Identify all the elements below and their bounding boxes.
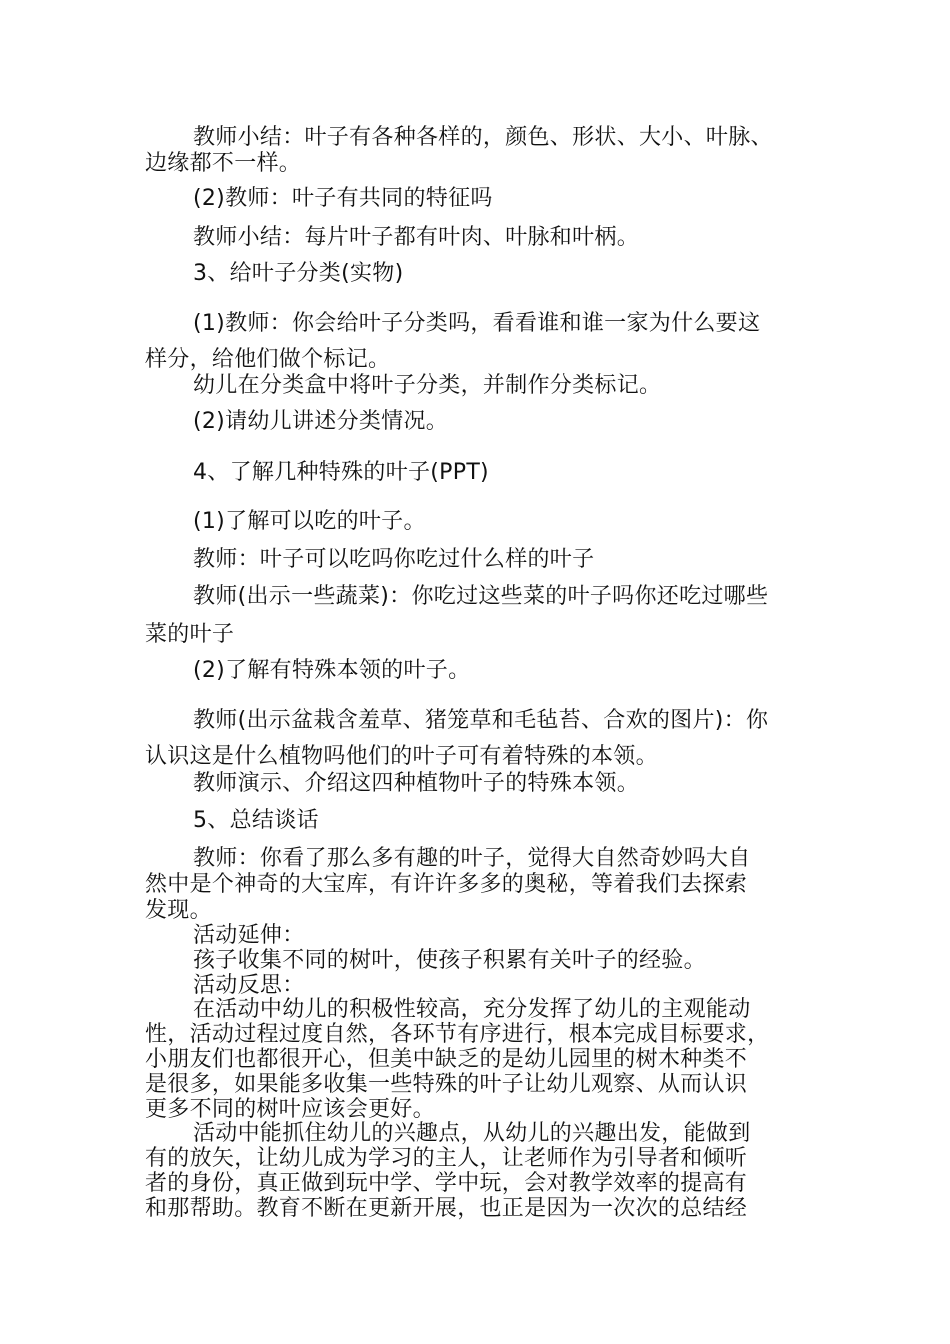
text-line: 者的身份，真正做到玩中学、学中玩，会对教学效率的提高有	[145, 1171, 748, 1196]
text-line: 有的放矢，让幼儿成为学习的主人，让老师作为引导者和倾听	[145, 1146, 748, 1171]
text-line: 教师小结：叶子有各种各样的，颜色、形状、大小、叶脉、	[193, 125, 773, 150]
text-line: 边缘都不一样。	[145, 151, 302, 176]
text-line: 然中是个神奇的大宝库，有许许多多的奥秘，等着我们去探索	[145, 872, 748, 897]
section-heading: 5、总结谈话	[193, 808, 319, 833]
text-line: 教师(出示盆栽含羞草、猪笼草和毛毡苔、合欢的图片)：你	[193, 708, 769, 733]
text-line: 教师(出示一些蔬菜)：你吃过这些菜的叶子吗你还吃过哪些	[193, 584, 769, 609]
text-line: 幼儿在分类盒中将叶子分类，并制作分类标记。	[193, 373, 662, 398]
text-line: 更多不同的树叶应该会更好。	[145, 1097, 435, 1122]
text-line: (1)了解可以吃的叶子。	[193, 509, 426, 534]
text-line: (2)请幼儿讲述分类情况。	[193, 409, 449, 434]
text-line: (2)了解有特殊本领的叶子。	[193, 658, 471, 683]
text-line: 活动延伸：	[193, 923, 305, 948]
text-line: 性，活动过程过度自然，各环节有序进行，根本完成目标要求，	[145, 1022, 770, 1047]
text-line: 是很多，如果能多收集一些特殊的叶子让幼儿观察、从而认识	[145, 1072, 748, 1097]
section-heading: 4、了解几种特殊的叶子(PPT)	[193, 460, 489, 485]
text-line: 在活动中幼儿的积极性较高，充分发挥了幼儿的主观能动	[193, 997, 751, 1022]
text-line: (2)教师：叶子有共同的特征吗	[193, 186, 493, 211]
text-line: 认识这是什么植物吗他们的叶子可有着特殊的本领。	[145, 744, 658, 769]
text-line: 教师：你看了那么多有趣的叶子，觉得大自然奇妙吗大自	[193, 846, 751, 871]
text-line: 菜的叶子	[145, 622, 235, 647]
text-line: 教师：叶子可以吃吗你吃过什么样的叶子	[193, 547, 595, 572]
text-line: 教师小结：每片叶子都有叶肉、叶脉和叶柄。	[193, 225, 640, 250]
text-line: 教师演示、介绍这四种植物叶子的特殊本领。	[193, 771, 640, 796]
section-heading: 3、给叶子分类(实物)	[193, 261, 404, 286]
text-line: 活动中能抓住幼儿的兴趣点，从幼儿的兴趣出发，能做到	[193, 1121, 751, 1146]
text-line: (1)教师：你会给叶子分类吗，看看谁和谁一家为什么要这	[193, 311, 761, 336]
text-line: 和那帮助。教育不断在更新开展，也正是因为一次次的总结经	[145, 1196, 748, 1221]
text-line: 孩子收集不同的树叶，使孩子积累有关叶子的经验。	[193, 948, 706, 973]
text-line: 小朋友们也都很开心，但美中缺乏的是幼儿园里的树木种类不	[145, 1047, 748, 1072]
text-line: 发现。	[145, 898, 212, 923]
text-line: 样分，给他们做个标记。	[145, 347, 391, 372]
text-line: 活动反思：	[193, 973, 305, 998]
